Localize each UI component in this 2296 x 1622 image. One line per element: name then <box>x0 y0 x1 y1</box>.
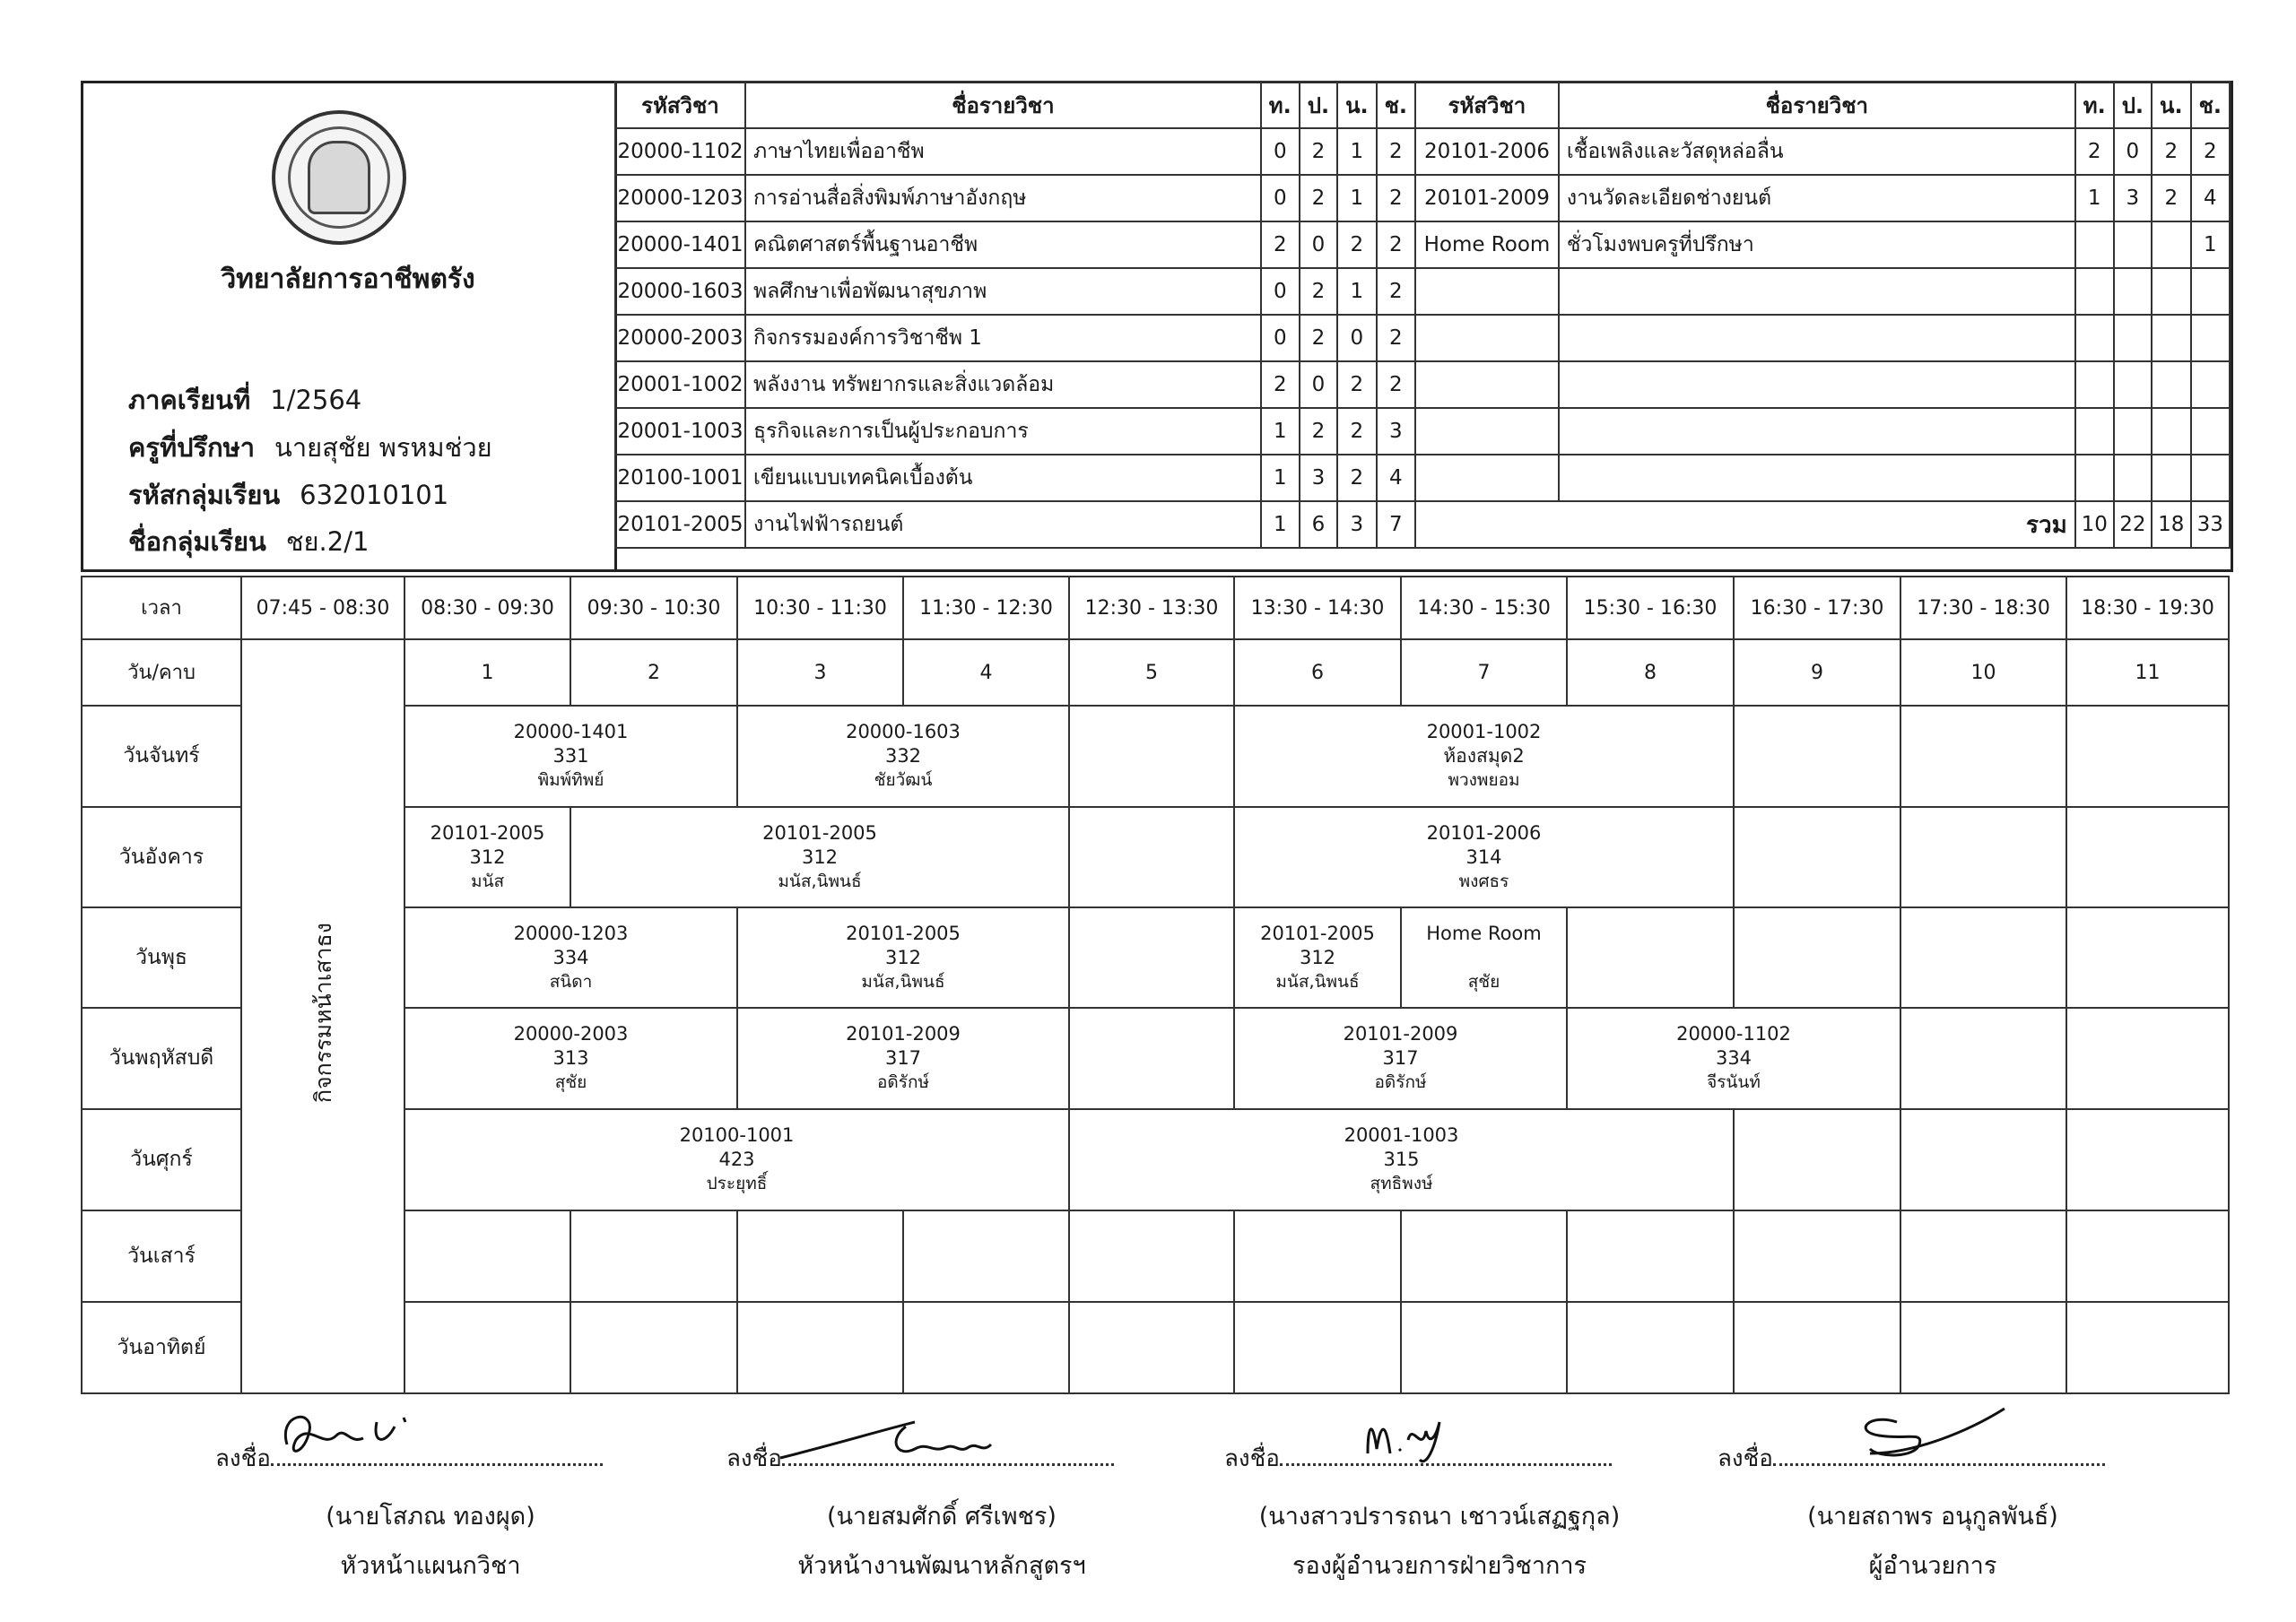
practice-hours <box>2114 268 2152 315</box>
signature-block-3 <box>1188 1440 1691 1584</box>
subject-code: 20101-2006 <box>1415 128 1559 175</box>
empty-cell <box>1900 1008 2066 1109</box>
class-cell: 20000-1603 332 ชัยวัฒน์ <box>737 706 1069 807</box>
day-row-friday <box>82 1109 2229 1210</box>
day-label: วันอาทิตย์ <box>82 1302 241 1393</box>
time-row <box>82 577 2229 639</box>
signer-position: ผู้อำนวยการ <box>1868 1552 1997 1580</box>
subject-name: เชื้อเพลิงและวัสดุหล่อลื่น <box>1559 128 2075 175</box>
credits: 2 <box>2152 128 2191 175</box>
time-slot: 14:30 - 15:30 <box>1401 577 1567 639</box>
subject-code <box>1415 361 1559 408</box>
total-label: รวม <box>1415 501 2075 548</box>
time-slot: 15:30 - 16:30 <box>1567 577 1734 639</box>
subject-code: 20000-1102 <box>615 128 745 175</box>
day-label: วันพุธ <box>82 907 241 1008</box>
time-slot: 17:30 - 18:30 <box>1900 577 2066 639</box>
subject-code <box>1415 315 1559 361</box>
time-slot: 11:30 - 12:30 <box>903 577 1069 639</box>
total-hours <box>2191 455 2230 501</box>
time-slot: 13:30 - 14:30 <box>1234 577 1401 639</box>
sign-label: ลงชื่อ <box>726 1445 782 1472</box>
day-label: วันพฤหัสบดี <box>82 1008 241 1109</box>
empty-cell <box>2066 706 2229 807</box>
total-value: 22 <box>2114 501 2152 548</box>
total-value: 18 <box>2152 501 2191 548</box>
theory-hours <box>2075 315 2114 361</box>
practice-hours: 0 <box>1300 361 1337 408</box>
empty-cell <box>1900 1109 2066 1210</box>
subjects-header: ชื่อรายวิชา <box>745 82 1261 128</box>
subject-name: ภาษาไทยเพื่ออาชีพ <box>745 128 1261 175</box>
semester-label: ภาคเรียนที่ <box>128 385 251 415</box>
credits <box>2152 221 2191 268</box>
class-cell: 20100-1001 423 ประยุทธิ์ <box>404 1109 1069 1210</box>
subject-row <box>615 175 2230 221</box>
total-hours <box>2191 361 2230 408</box>
sign-label: ลงชื่อ <box>1718 1445 1773 1472</box>
theory-hours <box>2075 408 2114 455</box>
subject-code <box>1415 408 1559 455</box>
morning-activity-cell <box>241 639 404 1393</box>
subject-row <box>615 315 2230 361</box>
subject-name <box>1559 315 2075 361</box>
subject-name <box>1559 455 2075 501</box>
subject-code: 20101-2005 <box>615 501 745 548</box>
empty-cell <box>1734 1109 1900 1210</box>
advisor-value: นายสุชัย พรหมช่วย <box>274 432 492 463</box>
practice-hours <box>2114 408 2152 455</box>
total-hours: 2 <box>1377 175 1415 221</box>
empty-cell <box>1069 907 1234 1008</box>
empty-cell <box>1900 807 2066 907</box>
college-name: วิทยาลัยการอาชีพตรัง <box>221 264 475 295</box>
info-panel <box>83 83 617 569</box>
subject-row <box>615 128 2230 175</box>
subject-code: 20000-2003 <box>615 315 745 361</box>
day-row-thursday <box>82 1008 2229 1109</box>
subject-code: 20000-1401 <box>615 221 745 268</box>
semester-row <box>128 379 361 421</box>
theory-hours: 0 <box>1261 128 1300 175</box>
signature-block-4 <box>1682 1440 2184 1584</box>
time-slot: 12:30 - 13:30 <box>1069 577 1234 639</box>
practice-hours <box>2114 361 2152 408</box>
advisor-label: ครูที่ปรึกษา <box>128 432 256 463</box>
period-number: 10 <box>1900 639 2066 706</box>
sign-label: ลงชื่อ <box>215 1445 271 1472</box>
handwritten-signature-icon <box>1269 1404 1448 1467</box>
signer-name: (นางสาวปรารถนา เชาวน์เสฏฐกุล) <box>1258 1503 1621 1531</box>
group-code-value: 632010101 <box>300 480 449 510</box>
practice-hours: 2 <box>1300 315 1337 361</box>
class-cell: 20001-1002 ห้องสมุด2 พวงพยอม <box>1234 706 1734 807</box>
theory-hours: 0 <box>1261 175 1300 221</box>
subjects-table <box>614 81 2231 549</box>
group-name-row <box>128 521 369 562</box>
theory-hours <box>2075 361 2114 408</box>
subject-row <box>615 501 2230 548</box>
period-number: 2 <box>570 639 737 706</box>
period-number: 7 <box>1401 639 1567 706</box>
subject-name: การอ่านสื่อสิ่งพิมพ์ภาษาอังกฤษ <box>745 175 1261 221</box>
day-row-sunday <box>82 1302 2229 1393</box>
subject-row <box>615 221 2230 268</box>
theory-hours: 2 <box>2075 128 2114 175</box>
theory-hours: 1 <box>2075 175 2114 221</box>
subject-name: ธุรกิจและการเป็นผู้ประกอบการ <box>745 408 1261 455</box>
credits <box>2152 361 2191 408</box>
practice-hours: 0 <box>2114 128 2152 175</box>
group-code-row <box>128 474 448 516</box>
class-cell: 20101-2005 312 มนัส,นิพนธ์ <box>1234 907 1401 1008</box>
subject-name: คณิตศาสตร์พื้นฐานอาชีพ <box>745 221 1261 268</box>
time-label: เวลา <box>82 577 241 639</box>
practice-hours: 2 <box>1300 128 1337 175</box>
credits: 1 <box>1337 128 1377 175</box>
period-number: 8 <box>1567 639 1734 706</box>
advisor-row <box>128 427 492 468</box>
total-value: 10 <box>2075 501 2114 548</box>
subject-name <box>1559 408 2075 455</box>
credits: 2 <box>1337 221 1377 268</box>
period-row <box>82 639 2229 706</box>
credits: 0 <box>1337 315 1377 361</box>
period-number: 6 <box>1234 639 1401 706</box>
day-row-monday <box>82 706 2229 807</box>
credits <box>2152 408 2191 455</box>
subject-row <box>615 455 2230 501</box>
time-slot: 09:30 - 10:30 <box>570 577 737 639</box>
subjects-header: น. <box>2152 82 2191 128</box>
practice-hours: 2 <box>1300 408 1337 455</box>
theory-hours <box>2075 455 2114 501</box>
subjects-header: ช. <box>2191 82 2230 128</box>
practice-hours: 3 <box>2114 175 2152 221</box>
subject-row <box>615 268 2230 315</box>
practice-hours: 2 <box>1300 175 1337 221</box>
credits <box>2152 455 2191 501</box>
credits: 2 <box>1337 408 1377 455</box>
subjects-header: ชื่อรายวิชา <box>1559 82 2075 128</box>
total-hours: 3 <box>1377 408 1415 455</box>
total-hours <box>2191 408 2230 455</box>
theory-hours <box>2075 268 2114 315</box>
subject-name: พลศึกษาเพื่อพัฒนาสุขภาพ <box>745 268 1261 315</box>
period-number: 11 <box>2066 639 2229 706</box>
subject-name <box>1559 361 2075 408</box>
practice-hours: 3 <box>1300 455 1337 501</box>
period-number: 3 <box>737 639 903 706</box>
class-cell: 20001-1003 315 สุทธิพงษ์ <box>1069 1109 1734 1210</box>
subjects-header: ป. <box>1300 82 1337 128</box>
signer-name: (นายโสภณ ทองผุด) <box>326 1503 535 1531</box>
handwritten-signature-icon <box>1762 1404 2013 1476</box>
subject-name <box>1559 268 2075 315</box>
empty-cell <box>1069 1008 1234 1109</box>
day-row-saturday <box>82 1210 2229 1302</box>
period-label: วัน/คาบ <box>82 639 241 706</box>
signature-block-1 <box>179 1440 682 1584</box>
college-seal-icon <box>272 110 406 245</box>
subject-code <box>1415 455 1559 501</box>
empty-cell <box>2066 1109 2229 1210</box>
theory-hours: 1 <box>1261 501 1300 548</box>
practice-hours <box>2114 315 2152 361</box>
empty-cell <box>2066 907 2229 1008</box>
group-name-label: ชื่อกลุ่มเรียน <box>128 526 266 557</box>
subject-code: 20001-1002 <box>615 361 745 408</box>
class-cell: 20101-2009 317 อดิรักษ์ <box>1234 1008 1567 1109</box>
practice-hours: 0 <box>1300 221 1337 268</box>
subject-name: กิจกรรมองค์การวิชาชีพ 1 <box>745 315 1261 361</box>
group-code-label: รหัสกลุ่มเรียน <box>128 480 281 510</box>
total-hours: 4 <box>1377 455 1415 501</box>
header-block <box>81 81 2233 572</box>
class-cell: 20101-2009 317 อดิรักษ์ <box>737 1008 1069 1109</box>
signer-position: หัวหน้างานพัฒนาหลักสูตรฯ <box>797 1552 1086 1580</box>
subject-code: 20000-1603 <box>615 268 745 315</box>
total-hours <box>2191 315 2230 361</box>
empty-cell <box>2066 807 2229 907</box>
signer-position: รองผู้อำนวยการฝ่ายวิชาการ <box>1292 1552 1587 1580</box>
time-slot: 07:45 - 08:30 <box>241 577 404 639</box>
day-row-tuesday <box>82 807 2229 907</box>
subjects-header: น. <box>1337 82 1377 128</box>
subjects-header: ช. <box>1377 82 1415 128</box>
subject-code <box>1415 268 1559 315</box>
signer-name: (นายสถาพร อนุกูลพันธ์) <box>1807 1503 2058 1531</box>
morning-activity: กิจกรรมหน้าเสาธง <box>309 923 336 1104</box>
subject-code: Home Room <box>1415 221 1559 268</box>
period-number: 1 <box>404 639 570 706</box>
signer-name: (นายสมศักดิ์ ศรีเพชร) <box>827 1503 1057 1531</box>
empty-cell <box>1734 907 1900 1008</box>
period-number: 5 <box>1069 639 1234 706</box>
time-slot: 16:30 - 17:30 <box>1734 577 1900 639</box>
total-hours: 2 <box>1377 361 1415 408</box>
empty-cell <box>1069 706 1234 807</box>
subjects-header: รหัสวิชา <box>1415 82 1559 128</box>
total-hours: 4 <box>2191 175 2230 221</box>
class-cell: 20000-1401 331 พิมพ์ทิพย์ <box>404 706 737 807</box>
total-hours: 2 <box>1377 315 1415 361</box>
class-cell: 20101-2005 312 มนัส,นิพนธ์ <box>737 907 1069 1008</box>
theory-hours: 0 <box>1261 315 1300 361</box>
credits: 2 <box>1337 361 1377 408</box>
time-slot: 10:30 - 11:30 <box>737 577 903 639</box>
total-hours: 2 <box>2191 128 2230 175</box>
total-hours: 2 <box>1377 221 1415 268</box>
class-cell: 20101-2006 314 พงศธร <box>1234 807 1734 907</box>
day-row-wednesday <box>82 907 2229 1008</box>
credits: 2 <box>2152 175 2191 221</box>
empty-cell <box>1900 907 2066 1008</box>
subject-name: เขียนแบบเทคนิคเบื้องต้น <box>745 455 1261 501</box>
theory-hours: 1 <box>1261 408 1300 455</box>
subjects-header: ท. <box>2075 82 2114 128</box>
semester-value: 1/2564 <box>270 385 362 415</box>
theory-hours: 2 <box>1261 221 1300 268</box>
subject-code: 20100-1001 <box>615 455 745 501</box>
total-hours: 2 <box>1377 268 1415 315</box>
subjects-header: ท. <box>1261 82 1300 128</box>
subject-row <box>615 408 2230 455</box>
subjects-header-row <box>615 82 2230 128</box>
handwritten-signature-icon <box>260 1404 439 1467</box>
subject-name: งานไฟฟ้ารถยนต์ <box>745 501 1261 548</box>
period-number: 4 <box>903 639 1069 706</box>
credits: 1 <box>1337 175 1377 221</box>
group-name-value: ชย.2/1 <box>285 526 370 557</box>
theory-hours: 0 <box>1261 268 1300 315</box>
subject-code: 20000-1203 <box>615 175 745 221</box>
subject-row <box>615 361 2230 408</box>
credits: 1 <box>1337 268 1377 315</box>
practice-hours <box>2114 221 2152 268</box>
subjects-header: รหัสวิชา <box>615 82 745 128</box>
handwritten-signature-icon <box>771 1404 1004 1467</box>
practice-hours: 2 <box>1300 268 1337 315</box>
subject-name: ชั่วโมงพบครูที่ปรึกษา <box>1559 221 2075 268</box>
empty-cell <box>1734 706 1900 807</box>
time-slot: 18:30 - 19:30 <box>2066 577 2229 639</box>
class-cell: 20000-1102 334 จีรนันท์ <box>1567 1008 1900 1109</box>
day-label: วันศุกร์ <box>82 1109 241 1210</box>
practice-hours <box>2114 455 2152 501</box>
credits <box>2152 315 2191 361</box>
home-room-cell: Home Room สุชัย <box>1401 907 1567 1008</box>
total-value: 33 <box>2191 501 2230 548</box>
theory-hours: 1 <box>1261 455 1300 501</box>
time-slot: 08:30 - 09:30 <box>404 577 570 639</box>
total-hours <box>2191 268 2230 315</box>
class-cell: 20101-2005 312 มนัส <box>404 807 570 907</box>
sign-label: ลงชื่อ <box>1224 1445 1280 1472</box>
subjects-header: ป. <box>2114 82 2152 128</box>
credits <box>2152 268 2191 315</box>
empty-cell <box>2066 1008 2229 1109</box>
theory-hours: 2 <box>1261 361 1300 408</box>
class-cell: 20101-2005 312 มนัส,นิพนธ์ <box>570 807 1069 907</box>
day-label: วันจันทร์ <box>82 706 241 807</box>
subject-name: พลังงาน ทรัพยากรและสิ่งแวดล้อม <box>745 361 1261 408</box>
subject-name: งานวัดละเอียดช่างยนต์ <box>1559 175 2075 221</box>
theory-hours <box>2075 221 2114 268</box>
empty-cell <box>1734 807 1900 907</box>
day-label: วันอังคาร <box>82 807 241 907</box>
empty-cell <box>1567 907 1734 1008</box>
class-cell: 20000-2003 313 สุชัย <box>404 1008 737 1109</box>
empty-cell <box>1900 706 2066 807</box>
empty-cell <box>1069 807 1234 907</box>
signer-position: หัวหน้าแผนกวิชา <box>340 1552 521 1580</box>
total-hours: 2 <box>1377 128 1415 175</box>
period-number: 9 <box>1734 639 1900 706</box>
credits: 2 <box>1337 455 1377 501</box>
class-cell: 20000-1203 334 สนิดา <box>404 907 737 1008</box>
credits: 3 <box>1337 501 1377 548</box>
total-hours: 1 <box>2191 221 2230 268</box>
subject-code: 20001-1003 <box>615 408 745 455</box>
day-label: วันเสาร์ <box>82 1210 241 1302</box>
signature-block-2 <box>691 1440 1193 1584</box>
practice-hours: 6 <box>1300 501 1337 548</box>
subject-code: 20101-2009 <box>1415 175 1559 221</box>
class-timetable <box>81 576 2230 1394</box>
total-hours: 7 <box>1377 501 1415 548</box>
